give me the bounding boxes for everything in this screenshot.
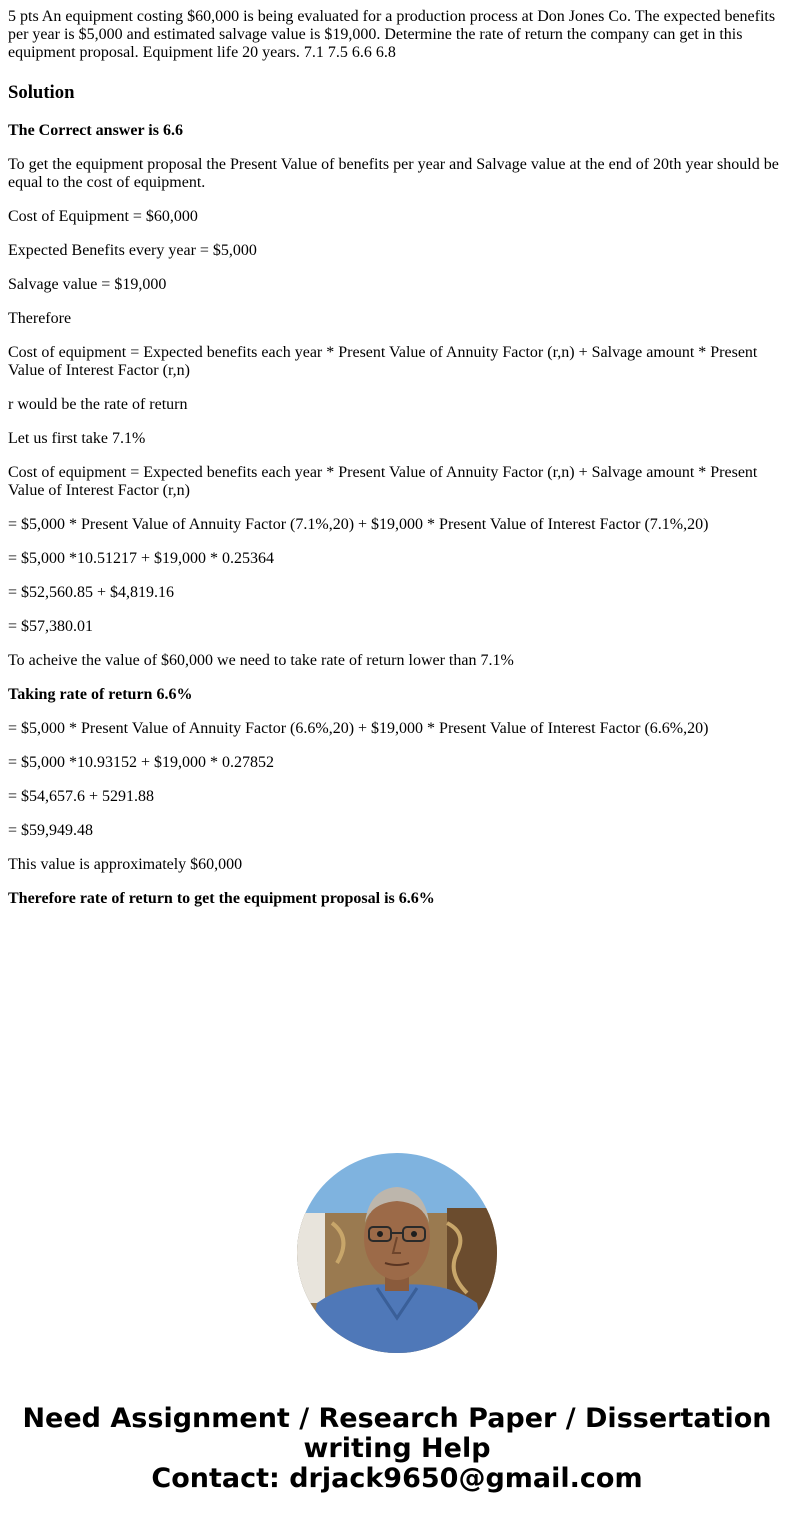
paragraph: To get the equipment proposal the Present Value of benefits per year and Salvage value at the end of 20th year should be equal to the cost of equipment. <box>8 156 779 191</box>
footer-line: Need Assignment / Research Paper / Dissertation <box>22 1403 772 1434</box>
paragraph: = $5,000 *10.93152 + $19,000 * 0.27852 <box>8 754 275 771</box>
paragraph: Cost of equipment = Expected benefits each year * Present Value of Annuity Factor (r,n) + Salvage amount * Present Value of Interest Factor (r,n) <box>8 344 758 379</box>
question-text: 5 pts An equipment costing $60,000 is being evaluated for a production process at Don Jones Co. The expected benefits per year is $5,000 and estimated salvage value is $19,000. Determine the rate of return the company can get in this equipment proposal. Equipment life 20 years. 7.1 7.5 6.6 6.8 <box>8 8 776 61</box>
avatar <box>297 1153 497 1353</box>
footer-line: writing Help <box>303 1433 491 1464</box>
paragraph: = $5,000 *10.51217 + $19,000 * 0.25364 <box>8 550 275 567</box>
document-body <box>8 8 786 924</box>
paragraph: = $54,657.6 + 5291.88 <box>8 788 155 805</box>
paragraph: Cost of equipment = Expected benefits each year * Present Value of Annuity Factor (r,n) + Salvage amount * Present Value of Interest Factor (r,n) <box>8 464 758 499</box>
solution-heading: Solution <box>8 82 75 103</box>
paragraph: Salvage value = $19,000 <box>8 276 167 293</box>
paragraph: = $52,560.85 + $4,819.16 <box>8 584 175 601</box>
paragraph: = $57,380.01 <box>8 618 94 635</box>
paragraph: = $5,000 * Present Value of Annuity Factor (7.1%,20) + $19,000 * Present Value of Interest Factor (7.1%,20) <box>8 516 709 533</box>
paragraph: r would be the rate of return <box>8 396 188 413</box>
paragraph: Expected Benefits every year = $5,000 <box>8 242 257 259</box>
paragraph: To acheive the value of $60,000 we need to take rate of return lower than 7.1% <box>8 652 514 669</box>
paragraph: Therefore <box>8 310 72 327</box>
subheading: Taking rate of return 6.6% <box>8 686 193 703</box>
footer-contact: Contact: drjack9650@gmail.com <box>151 1463 643 1494</box>
paragraph: Cost of Equipment = $60,000 <box>8 208 198 225</box>
avatar-portrait-image <box>297 1153 497 1353</box>
paragraph: Let us first take 7.1% <box>8 430 146 447</box>
answer-statement: The Correct answer is 6.6 <box>8 122 183 139</box>
contact-banner <box>0 1404 794 1494</box>
conclusion: Therefore rate of return to get the equipment proposal is 6.6% <box>8 890 435 907</box>
paragraph: = $5,000 * Present Value of Annuity Factor (6.6%,20) + $19,000 * Present Value of Interest Factor (6.6%,20) <box>8 720 709 737</box>
paragraph: = $59,949.48 <box>8 822 94 839</box>
paragraph: This value is approximately $60,000 <box>8 856 243 873</box>
